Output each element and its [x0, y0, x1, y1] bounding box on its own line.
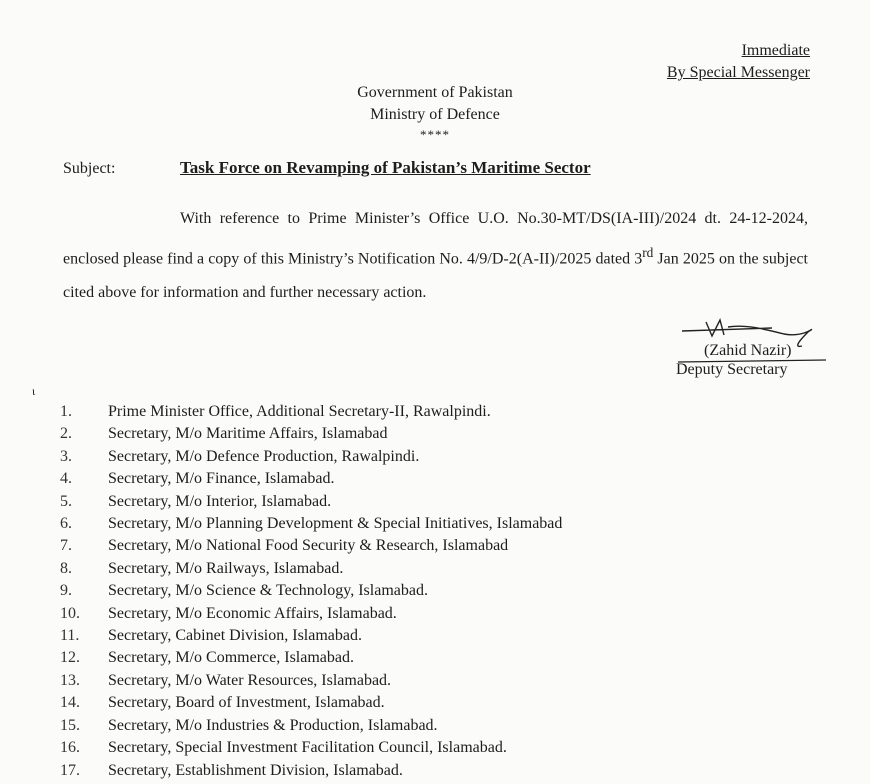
signatory-designation: Deputy Secretary: [676, 361, 788, 378]
distribution-item: [60, 446, 820, 468]
government-heading: Government of Pakistan: [357, 84, 513, 101]
distribution-item-text: Secretary, M/o Industries & Production, Islamabad.: [108, 716, 438, 734]
distribution-item: [60, 647, 820, 669]
distribution-item: [60, 535, 820, 557]
distribution-item-text: Prime Minister Office, Additional Secretary-II, Rawalpindi.: [108, 403, 491, 420]
distribution-item-number: 7.: [60, 537, 72, 555]
distribution-item-text: Secretary, Board of Investment, Islamabad.: [108, 694, 385, 712]
distribution-item-text: Secretary, M/o Water Resources, Islamabad.: [108, 671, 392, 689]
distribution-item-number: 17.: [60, 761, 80, 779]
distribution-item: [60, 692, 820, 714]
distribution-item-text: Secretary, M/o Interior, Islamabad.: [108, 492, 332, 510]
signatory-name: (Zahid Nazir): [704, 342, 792, 359]
date-ordinal: rd: [642, 245, 654, 260]
distribution-item-text: Secretary, M/o National Food Security & Research, Islamabad: [108, 537, 509, 555]
priority-marking: [667, 40, 810, 84]
distribution-item-number: 12.: [60, 649, 80, 667]
distribution-item-number: 11.: [60, 627, 80, 645]
distribution-item-text: Secretary, M/o Defence Production, Rawalpindi.: [108, 447, 420, 465]
distribution-item: [60, 603, 820, 625]
body-paragraph: [63, 202, 808, 310]
distribution-item-text: Secretary, Special Investment Facilitation Council, Islamabad.: [108, 739, 507, 757]
distribution-item: [60, 715, 820, 737]
distribution-item-text: Secretary, M/o Science & Technology, Islamabad.: [108, 582, 428, 600]
priority-messenger: By Special Messenger: [666, 64, 810, 81]
distribution-item: [60, 625, 820, 647]
distribution-item: [60, 670, 820, 692]
distribution-item: [60, 580, 820, 602]
distribution-item-number: 9.: [60, 582, 72, 600]
priority-immediate: Immediate: [741, 42, 810, 59]
distribution-item-text: Secretary, M/o Commerce, Islamabad.: [108, 649, 354, 667]
distribution-item-text: Secretary, M/o Finance, Islamabad.: [108, 470, 335, 488]
distribution-item: [60, 423, 820, 445]
distribution-item-number: 15.: [60, 716, 80, 734]
subject-title: Task Force on Revamping of Pakistan’s Maritime Sector: [180, 158, 591, 177]
distribution-item: [60, 760, 820, 782]
distribution-item: [60, 401, 820, 423]
distribution-item: [60, 491, 820, 513]
distribution-item: [60, 513, 820, 535]
distribution-item: [60, 737, 820, 759]
distribution-item-text: Secretary, M/o Railways, Islamabad.: [108, 559, 344, 577]
margin-mark: ɩ: [32, 384, 36, 398]
distribution-item: [60, 558, 820, 580]
distribution-item-number: 6.: [60, 515, 72, 533]
distribution-item-text: Secretary, M/o Planning Development & Special Initiatives, Islamabad: [108, 515, 563, 533]
distribution-item-number: 14.: [60, 694, 80, 712]
ministry-heading: Ministry of Defence: [370, 106, 500, 123]
distribution-item-number: 13.: [60, 671, 80, 689]
distribution-item-number: 1.: [60, 403, 72, 420]
body-text-start: With reference to Prime Minister’s Office U.O. No.30-MT/DS(IA-III)/2024 dt. 24-12-2024, enclosed please find a copy of this Ministry’s Notification No. 4/9/D-2(A-II)/2025 dated 3: [63, 210, 808, 268]
distribution-item-number: 8.: [60, 559, 72, 577]
distribution-item-number: 5.: [60, 492, 72, 510]
distribution-item-text: Secretary, Cabinet Division, Islamabad.: [108, 627, 362, 645]
subject-label: Subject:: [63, 160, 116, 177]
distribution-item-number: 10.: [60, 604, 80, 622]
heading-separator: ****: [420, 127, 450, 142]
distribution-item-text: Secretary, Establishment Division, Islamabad.: [108, 761, 403, 779]
body-text-end: Jan 2025 on the subject cited above for information and further necessary action.: [63, 250, 808, 302]
distribution-item-number: 16.: [60, 739, 80, 757]
distribution-item: [60, 468, 820, 490]
distribution-list: [60, 401, 820, 782]
distribution-item-number: 2.: [60, 425, 72, 443]
distribution-item-text: Secretary, M/o Economic Affairs, Islamabad.: [108, 604, 397, 622]
distribution-item-text: Secretary, M/o Maritime Affairs, Islamabad: [108, 425, 388, 443]
distribution-item-number: 4.: [60, 470, 72, 488]
distribution-item-number: 3.: [60, 447, 72, 465]
